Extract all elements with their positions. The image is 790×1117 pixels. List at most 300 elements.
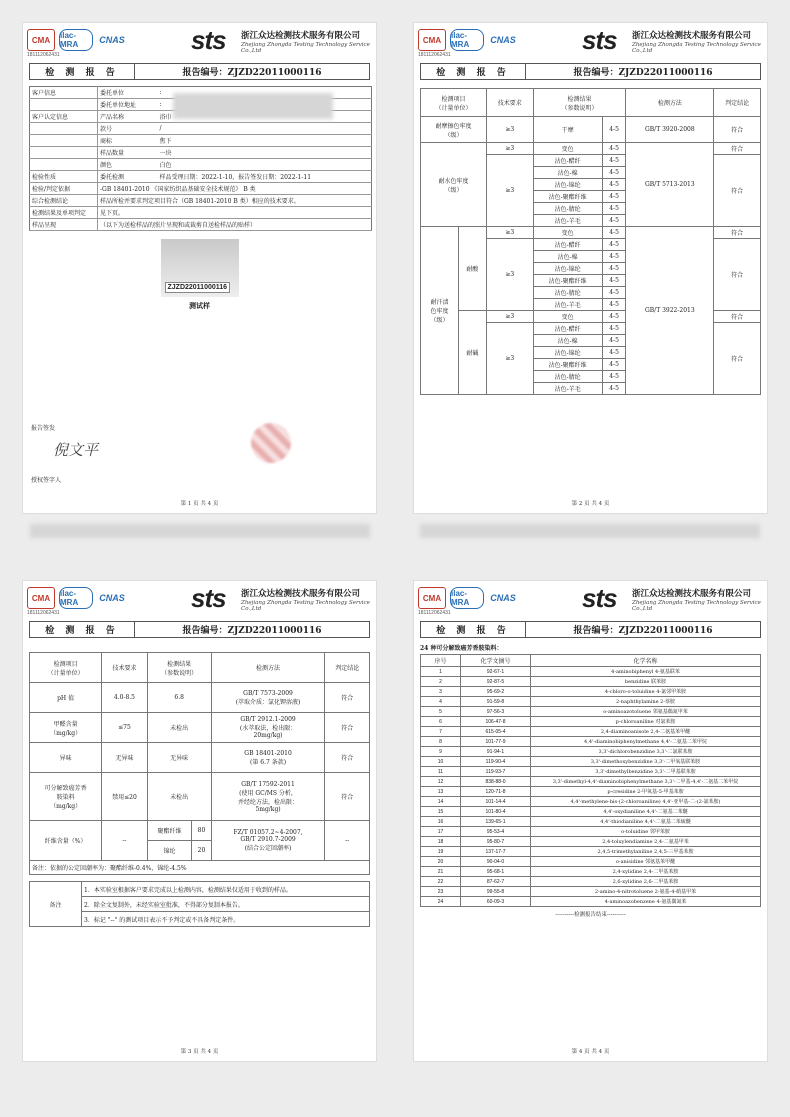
table-cell: 符合 xyxy=(714,143,761,155)
table-cell: 沾色-腈纶 xyxy=(533,371,602,383)
page-footer: 第 3 页 共 4 页 xyxy=(180,1049,219,1055)
page-header xyxy=(23,23,376,59)
table-cell: 80 xyxy=(192,821,211,841)
table-cell: 95-69-2 xyxy=(461,687,531,697)
info-key: 检测结果及单项判定 xyxy=(30,207,98,219)
table-cell: 137-17-7 xyxy=(461,847,531,857)
cma-logo-icon: CMA xyxy=(418,587,446,609)
table-row xyxy=(30,135,372,147)
table-row xyxy=(421,143,761,155)
table-cell: 16 xyxy=(421,817,461,827)
column-header: 序号 xyxy=(421,655,461,667)
table-cell: FZ/T 01057.2~4-2007, GB/T 2910.7-2009 (结合公定回潮率) xyxy=(211,821,325,861)
table-cell: 沾色-棉 xyxy=(533,251,602,263)
report-title: 检 测 报 告 xyxy=(30,64,135,79)
column-header: 技术要求 xyxy=(486,89,533,117)
table-row xyxy=(421,697,761,707)
report-title: 检 测 报 告 xyxy=(421,64,526,79)
column-header: 检测方法 xyxy=(211,653,325,683)
table-cell: 91-94-1 xyxy=(461,747,531,757)
table-row xyxy=(30,123,372,135)
table-cell: 2-naphthylamine 2-萘胺 xyxy=(531,697,761,707)
table-cell: 耐摩擦色牢度 （级） xyxy=(421,117,487,143)
info-key xyxy=(30,135,98,147)
table-cell: GB/T 2912.1-2009 (水萃取法，检出限： 20mg/kg) xyxy=(211,713,325,743)
table-cell: 4-5 xyxy=(602,203,626,215)
table-cell: -- xyxy=(325,821,370,861)
table-cell: 2-amino-4-nitrotoluene 2-氨基-4-硝基甲苯 xyxy=(531,887,761,897)
report-title: 检 测 报 告 xyxy=(30,622,135,637)
table-cell: 沾色-棉 xyxy=(533,335,602,347)
report-title: 检 测 报 告 xyxy=(421,622,526,637)
page-footer: 第 1 页 共 4 页 xyxy=(180,501,219,507)
table-cell: 18 xyxy=(421,837,461,847)
info-field: 颜色 xyxy=(98,159,158,171)
table-cell: 101-77-9 xyxy=(461,737,531,747)
info-key: 样品呈现 xyxy=(30,219,98,231)
table-cell: 3,3'-dimethyl-4,4'-diaminobiphenylmethane 3,3'-二甲基-4,4'-二氨基二苯甲烷 xyxy=(531,777,761,787)
info-field: 样品数量 xyxy=(98,147,158,159)
sample-caption: 测试样 xyxy=(189,301,210,310)
ilac-logo-icon: ilac-MRA xyxy=(59,29,93,51)
table-cell: 4-5 xyxy=(602,263,626,275)
table-cell: 92-67-1 xyxy=(461,667,531,677)
table-row xyxy=(30,159,372,171)
table-cell: 沾色-羊毛 xyxy=(533,299,602,311)
table-cell: 沾色-羊毛 xyxy=(533,215,602,227)
table-cell: 备注 xyxy=(30,882,82,927)
info-field: 委托检测 xyxy=(98,171,158,183)
table-cell: GB/T 17592-2011 (使用 GC/MS 分析， 并经纶方法，检出限： 5mg/kg) xyxy=(211,773,325,821)
table-cell: 变色 xyxy=(533,311,602,323)
table-cell: 6 xyxy=(421,717,461,727)
table-cell: 92-87-5 xyxy=(461,677,531,687)
table-cell: 5 xyxy=(421,707,461,717)
table-cell: p-chloroaniline 对氯苯胺 xyxy=(531,717,761,727)
table-cell: 101-80-4 xyxy=(461,807,531,817)
info-value: : xyxy=(158,87,372,99)
table-cell: 未检出 xyxy=(147,773,211,821)
table-cell: 4-5 xyxy=(602,117,626,143)
table-cell: 2,4,5-trimethylaniline 2,4,5-三甲基苯胺 xyxy=(531,847,761,857)
table-row xyxy=(421,837,761,847)
table-row xyxy=(421,867,761,877)
table-row xyxy=(30,743,370,773)
table-cell: 91-59-8 xyxy=(461,697,531,707)
table-cell: 4-5 xyxy=(602,299,626,311)
table-row xyxy=(421,827,761,837)
table-cell: 17 xyxy=(421,827,461,837)
company-name: 浙江众达检测技术服务有限公司 xyxy=(241,589,361,599)
report-number: 报告编号：ZJZD22011000116 xyxy=(182,626,322,636)
ilac-logo-icon: ilac-MRA xyxy=(450,587,484,609)
table-cell: 聚酯纤维 xyxy=(147,821,192,841)
report-page-1 xyxy=(22,22,377,514)
table-cell: 4-5 xyxy=(602,215,626,227)
table-cell: 87-62-7 xyxy=(461,877,531,887)
cma-number: 181112062431 xyxy=(27,610,60,616)
column-header: 化学名称 xyxy=(531,655,761,667)
official-seal-icon xyxy=(251,423,291,463)
table-cell: 3,3'-dimethoxybenzidine 3,3'-二甲氧基联苯胺 xyxy=(531,757,761,767)
table-cell: 2,4-toluylendiamine 2,4-二氨基甲苯 xyxy=(531,837,761,847)
table-cell: GB 18401-2010 (第 6.7 条款) xyxy=(211,743,325,773)
table-row xyxy=(421,89,761,117)
table-cell: 禁用≤20 xyxy=(102,773,148,821)
table-row xyxy=(421,817,761,827)
table-row xyxy=(30,207,372,219)
table-cell: 4-5 xyxy=(602,179,626,191)
table-cell: o-toluidine 邻甲苯胺 xyxy=(531,827,761,837)
page-footer: 第 2 页 共 4 页 xyxy=(571,501,610,507)
table-cell: 沾色-醋纤 xyxy=(533,239,602,251)
table-cell: 7 xyxy=(421,727,461,737)
cma-number: 181112062431 xyxy=(418,52,451,58)
table-row xyxy=(421,887,761,897)
table-cell: 4-5 xyxy=(602,275,626,287)
table-cell: 119-93-7 xyxy=(461,767,531,777)
table-cell: 4.0-8.5 xyxy=(102,683,148,713)
table-cell: 沾色-锦纶 xyxy=(533,179,602,191)
table-cell: 6.8 xyxy=(147,683,211,713)
report-page-2 xyxy=(413,22,768,514)
table-cell: 95-80-7 xyxy=(461,837,531,847)
table-row xyxy=(30,147,372,159)
table-cell: 4-5 xyxy=(602,227,626,239)
info-field: 委托单位地址 xyxy=(98,99,158,111)
table-cell: 沾色-锦纶 xyxy=(533,347,602,359)
table-cell: 12 xyxy=(421,777,461,787)
table-row xyxy=(421,847,761,857)
table-cell: 4-5 xyxy=(602,155,626,167)
info-value: 样品所检并要求判定项目符合（GB 18401-2010 B 类）相应的技术要求。 xyxy=(98,195,372,207)
info-value: 焦下 xyxy=(158,135,372,147)
company-logo: sts xyxy=(191,25,226,55)
company-logo: sts xyxy=(191,583,226,613)
info-value: 浴巾 xyxy=(158,111,372,123)
table-cell: 120-71-8 xyxy=(461,787,531,797)
info-field: 款号 xyxy=(98,123,158,135)
table-cell: 119-90-4 xyxy=(461,757,531,767)
table-cell: 沾色-醋纤 xyxy=(533,323,602,335)
redacted-strip xyxy=(420,524,760,538)
redacted-client xyxy=(173,93,333,119)
column-header: 检测项目 （计量单位） xyxy=(421,89,487,117)
table-row xyxy=(30,861,370,875)
table-cell: 符合 xyxy=(325,773,370,821)
table-cell: 符合 xyxy=(325,683,370,713)
table-cell: 沾色-醋纤 xyxy=(533,155,602,167)
report-number: 报告编号：ZJZD22011000116 xyxy=(182,68,322,78)
table-cell: p-cresidine 2-甲氧基-5-甲基苯胺 xyxy=(531,787,761,797)
table-cell: 沾色-聚酯纤维 xyxy=(533,275,602,287)
table-cell: 符合 xyxy=(325,713,370,743)
table-cell: 变色 xyxy=(533,227,602,239)
table-cell: ≥3 xyxy=(486,227,533,239)
sample-photo-label: ZJZD22011000116 xyxy=(165,282,231,293)
table-cell: 沾色-腈纶 xyxy=(533,287,602,299)
table-cell: ≥3 xyxy=(486,117,533,143)
table-cell: 4,4'-oxydianiline 4,4'-二氨基二苯醚 xyxy=(531,807,761,817)
table-cell: 4-5 xyxy=(602,251,626,263)
table-row xyxy=(30,183,372,195)
table-cell: 3,3'-dimethylbenzidine 3,3'-二甲基联苯胺 xyxy=(531,767,761,777)
table-cell: 干摩 xyxy=(533,117,602,143)
table-cell: 101-14-4 xyxy=(461,797,531,807)
table-cell: 3,3'-dichlorobenzidine 3,3'-二氯联苯胺 xyxy=(531,747,761,757)
cma-logo-icon: CMA xyxy=(27,29,55,51)
table-row xyxy=(30,653,370,683)
table-cell: 9 xyxy=(421,747,461,757)
info-field: 商标 xyxy=(98,135,158,147)
signature: 倪文平 xyxy=(53,441,99,459)
table-cell: 24 xyxy=(421,897,461,907)
table-row xyxy=(30,219,372,231)
table-row xyxy=(30,882,370,897)
table-cell: 4-5 xyxy=(602,311,626,323)
table-cell: 95-68-1 xyxy=(461,867,531,877)
table-cell: ≥3 xyxy=(486,143,533,155)
table-cell: 耐汗渍 色牢度 （级） xyxy=(421,227,459,395)
table-cell: 2,4-xylidine 2,4-二甲基苯胺 xyxy=(531,867,761,877)
table-cell: 锦纶 xyxy=(147,841,192,861)
table-row xyxy=(30,683,370,713)
table-cell: 106-47-8 xyxy=(461,717,531,727)
table-cell: 4-5 xyxy=(602,239,626,251)
table-row xyxy=(421,857,761,867)
table-row xyxy=(421,797,761,807)
table-row xyxy=(421,777,761,787)
table-cell: ≥3 xyxy=(486,323,533,395)
table-row xyxy=(421,717,761,727)
table-cell: pH 值 xyxy=(30,683,102,713)
table-row xyxy=(421,767,761,777)
table-row xyxy=(421,677,761,687)
info-key: 综合检测结论 xyxy=(30,195,98,207)
cma-logo-icon: CMA xyxy=(418,29,446,51)
table-cell: 23 xyxy=(421,887,461,897)
table-cell: 4-chloro-o-toluidine 4-氯邻甲苯胺 xyxy=(531,687,761,697)
info-value: 见下页。 xyxy=(98,207,372,219)
table-cell: ≤75 xyxy=(102,713,148,743)
table-cell: ≥3 xyxy=(486,155,533,227)
table-cell: 4-aminobiphenyl 4-氨基联苯 xyxy=(531,667,761,677)
company-name: 浙江众达检测技术服务有限公司 xyxy=(632,589,752,599)
amine-list-title: 24 种可分解致癌芳香胺染料： xyxy=(420,645,503,652)
table-cell: 沾色-羊毛 xyxy=(533,383,602,395)
table-cell: o-aminoazotoluene 邻氨基偶氮甲苯 xyxy=(531,707,761,717)
table-cell: 4,4'-methylene-bis-(2-chloroaniline) 4,4'-亚甲基-二-(2-氯苯胺) xyxy=(531,797,761,807)
company-name: 浙江众达检测技术服务有限公司 xyxy=(241,31,361,41)
table-row xyxy=(30,773,370,821)
table-row xyxy=(421,787,761,797)
report-page-3 xyxy=(22,580,377,1062)
table-cell: 11 xyxy=(421,767,461,777)
table-cell: 4-5 xyxy=(602,167,626,179)
table-cell: 符合 xyxy=(714,117,761,143)
info-field: 委托单位 xyxy=(98,87,158,99)
table-cell: 2 xyxy=(421,677,461,687)
table-cell: 8 xyxy=(421,737,461,747)
cnas-logo-icon: CNAS xyxy=(99,593,125,603)
chemical-test-table xyxy=(29,652,370,875)
cma-number: 181112062431 xyxy=(27,52,60,58)
sample-photo xyxy=(161,239,239,297)
amine-list-table xyxy=(420,654,761,907)
info-value: / xyxy=(158,123,372,135)
table-cell: 20 xyxy=(192,841,211,861)
table-row xyxy=(421,707,761,717)
company-logo: sts xyxy=(582,25,617,55)
ilac-logo-icon: ilac-MRA xyxy=(450,29,484,51)
table-cell: 4-5 xyxy=(602,191,626,203)
table-cell: 4-aminoazobenzene 4-氨基偶氮苯 xyxy=(531,897,761,907)
table-cell: 甲醛含量 （mg/kg） xyxy=(30,713,102,743)
table-cell: o-anisidine 邻氨基苯甲醚 xyxy=(531,857,761,867)
table-row xyxy=(421,897,761,907)
report-number: 报告编号：ZJZD22011000116 xyxy=(573,68,713,78)
table-cell: 4,4'-thiodianiline 4,4'-二氨基二苯硫醚 xyxy=(531,817,761,827)
colorfastness-table xyxy=(420,88,761,395)
column-header: 判定结论 xyxy=(714,89,761,117)
table-cell: 4-5 xyxy=(602,371,626,383)
info-value: （以下为送检样品的照片呈现和或裁剪自送检样品的贴样） xyxy=(98,219,372,231)
info-field: 产品名称 xyxy=(98,111,158,123)
info-key: 检验/判定依据 xyxy=(30,183,98,195)
table-cell: 15 xyxy=(421,807,461,817)
table-row xyxy=(421,117,761,143)
report-title-bar xyxy=(29,63,370,80)
table-cell: 可分解致癌芳香 胺染料 （mg/kg） xyxy=(30,773,102,821)
table-cell: 符合 xyxy=(714,311,761,323)
table-cell: 4-5 xyxy=(602,383,626,395)
table-cell: 沾色-聚酯纤维 xyxy=(533,191,602,203)
table-row xyxy=(421,747,761,757)
table-cell: 838-88-0 xyxy=(461,777,531,787)
table-cell: 4,4'-diaminobiphenylmethane 4,4'-二氨基二苯甲烷 xyxy=(531,737,761,747)
table-cell: 19 xyxy=(421,847,461,857)
table-row xyxy=(421,727,761,737)
table-cell: 符合 xyxy=(714,155,761,227)
report-end: ----------检测报告结束---------- xyxy=(555,912,626,918)
table-cell: 95-53-4 xyxy=(461,827,531,837)
table-row xyxy=(421,757,761,767)
table-cell: GB/T 7573-2009 (萃取介质：氯化钾溶液) xyxy=(211,683,325,713)
table-cell: 2．除全文复制外，未经实验室批准，不得部分复制本报告。 xyxy=(82,897,370,912)
info-key xyxy=(30,123,98,135)
table-cell: 沾色-锦纶 xyxy=(533,263,602,275)
column-header: 检测项目 （计量单位） xyxy=(30,653,102,683)
info-value: : xyxy=(158,99,372,111)
sign-label: 报告签发 xyxy=(31,425,56,432)
report-title-bar xyxy=(420,621,761,638)
table-cell: 4-5 xyxy=(602,143,626,155)
ilac-logo-icon: ilac-MRA xyxy=(59,587,93,609)
table-row xyxy=(421,667,761,677)
column-header: 技术要求 xyxy=(102,653,148,683)
table-row xyxy=(30,821,370,841)
table-row xyxy=(421,737,761,747)
company-name-en: Zhejiang Zhongda Testing Technology Service Co.,Ltd xyxy=(632,42,761,54)
company-name-en: Zhejiang Zhongda Testing Technology Service Co.,Ltd xyxy=(241,42,370,54)
table-cell: 无异味 xyxy=(147,743,211,773)
table-row xyxy=(421,655,761,667)
page-header xyxy=(414,23,767,59)
column-header: 检测结果 （参数说明） xyxy=(533,89,626,117)
info-key xyxy=(30,99,98,111)
redacted-strip xyxy=(30,524,370,538)
table-cell: 符合 xyxy=(325,743,370,773)
cma-logo-icon: CMA xyxy=(27,587,55,609)
table-cell: 4-5 xyxy=(602,335,626,347)
report-number: 报告编号：ZJZD22011000116 xyxy=(573,626,713,636)
table-row xyxy=(30,713,370,743)
table-cell: 10 xyxy=(421,757,461,767)
page-header xyxy=(23,581,376,617)
table-cell: 22 xyxy=(421,877,461,887)
table-cell: 沾色-棉 xyxy=(533,167,602,179)
table-row xyxy=(421,227,761,239)
report-title-bar xyxy=(29,621,370,638)
page-header xyxy=(414,581,767,617)
table-cell: 139-65-1 xyxy=(461,817,531,827)
cnas-logo-icon: CNAS xyxy=(99,35,125,45)
info-value: 白色 xyxy=(158,159,372,171)
table-cell: 耐水色牢度 （级） xyxy=(421,143,487,227)
column-header: 检测结果 （参数说明） xyxy=(147,653,211,683)
table-row xyxy=(421,807,761,817)
table-cell: GB/T 5713-2013 xyxy=(626,143,714,227)
table-cell: 1 xyxy=(421,667,461,677)
info-value: -GB 18401-2010 《国家纺织品基础安全技术规范》 B 类 xyxy=(98,183,372,195)
report-page-4 xyxy=(413,580,768,1062)
info-key: 检验性质 xyxy=(30,171,98,183)
report-title-bar xyxy=(420,63,761,80)
table-cell: 20 xyxy=(421,857,461,867)
table-cell: 97-56-3 xyxy=(461,707,531,717)
table-cell: 4-5 xyxy=(602,323,626,335)
table-cell: 符合 xyxy=(714,227,761,239)
column-header: 化学文摘号 xyxy=(461,655,531,667)
table-cell: 变色 xyxy=(533,143,602,155)
table-cell: 90-04-0 xyxy=(461,857,531,867)
table-cell: 纤维含量（%） xyxy=(30,821,102,861)
table-cell: GB/T 3922-2013 xyxy=(626,227,714,395)
table-cell: ≥3 xyxy=(486,311,533,323)
table-cell: 4-5 xyxy=(602,359,626,371)
table-cell: 14 xyxy=(421,797,461,807)
table-cell: 1．本实验室根据客户要求完成以上检测内容，检测结果仅适用于收到的样品。 xyxy=(82,882,370,897)
table-cell: 3．标记 "--" 的测试项目表示不予判定或不具备判定条件。 xyxy=(82,912,370,927)
table-cell: 异味 xyxy=(30,743,102,773)
column-header: 检测方法 xyxy=(626,89,714,117)
table-cell: 615-05-4 xyxy=(461,727,531,737)
table-cell: 沾色-聚酯纤维 xyxy=(533,359,602,371)
table-cell: ≥3 xyxy=(486,239,533,311)
cma-number: 181112062431 xyxy=(418,610,451,616)
table-cell: 21 xyxy=(421,867,461,877)
table-cell: 99-55-8 xyxy=(461,887,531,897)
table-cell: 符合 xyxy=(714,323,761,395)
table-row xyxy=(30,171,372,183)
table-cell: 耐酸 xyxy=(458,227,486,311)
remarks-table xyxy=(29,881,370,927)
table-cell: 未检出 xyxy=(147,713,211,743)
table-cell: 4 xyxy=(421,697,461,707)
page-footer: 第 4 页 共 4 页 xyxy=(571,1049,610,1055)
table-cell: benzidine 联苯胺 xyxy=(531,677,761,687)
table-cell: 3 xyxy=(421,687,461,697)
